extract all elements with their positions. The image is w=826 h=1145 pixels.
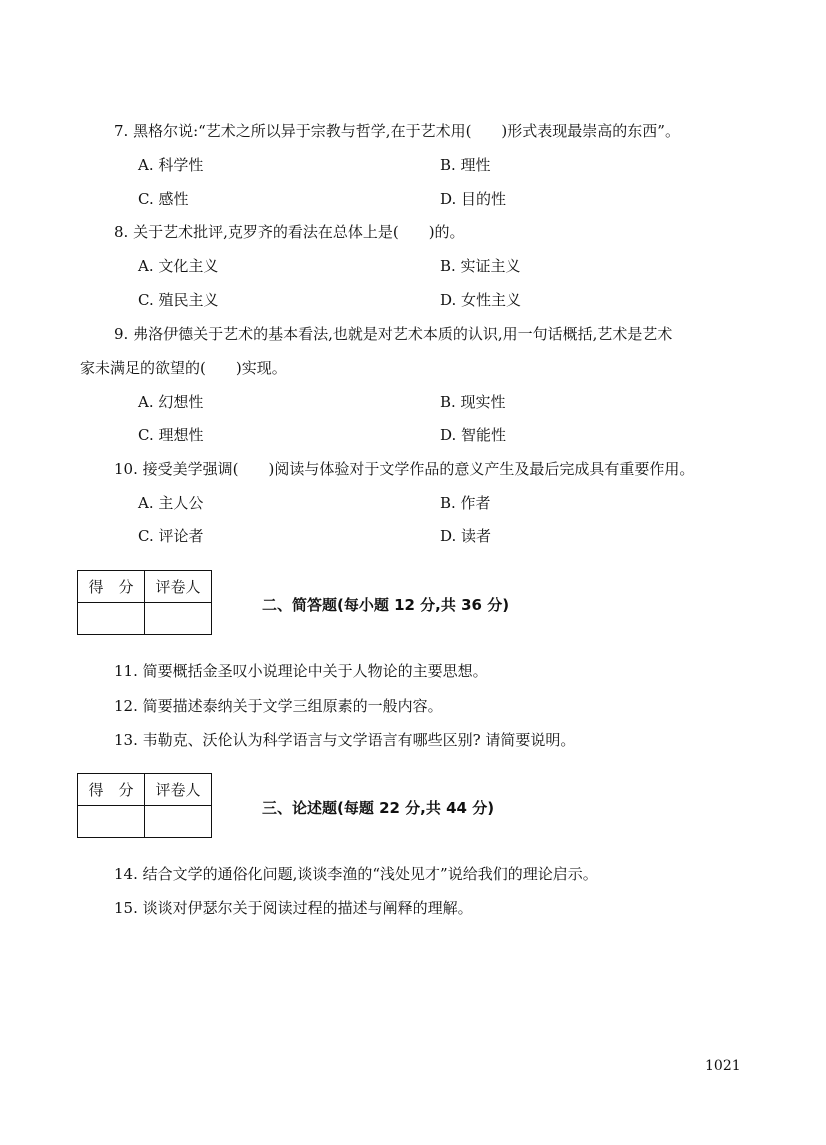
- score-label: 得 分: [78, 571, 145, 603]
- question-9-option-c: C. 理想性: [138, 426, 204, 444]
- question-10-text: 10. 接受美学强调( )阅读与体验对于文学作品的意义产生及最后完成具有重要作用。: [114, 460, 695, 478]
- question-8-option-b: B. 实证主义: [440, 257, 521, 275]
- question-10-option-d: D. 读者: [440, 527, 492, 545]
- question-11-text: 11. 简要概括金圣叹小说理论中关于人物论的主要思想。: [114, 662, 488, 680]
- question-8-option-d: D. 女性主义: [440, 291, 522, 309]
- question-7-text: 7. 黑格尔说:“艺术之所以异于宗教与哲学,在于艺术用( )形式表现最崇高的东西”。: [114, 122, 680, 140]
- question-7-option-a: A. 科学性: [138, 156, 204, 174]
- score-box-section-3: [77, 773, 212, 838]
- question-8-text: 8. 关于艺术批评,克罗齐的看法在总体上是( )的。: [114, 223, 465, 241]
- page-number: 1021: [705, 1058, 741, 1074]
- question-7-option-d: D. 目的性: [440, 190, 507, 208]
- question-8-option-c: C. 殖民主义: [138, 291, 219, 309]
- question-13-text: 13. 韦勒克、沃伦认为科学语言与文学语言有哪些区别? 请简要说明。: [114, 731, 576, 749]
- question-9-option-b: B. 现实性: [440, 393, 506, 411]
- question-10-option-c: C. 评论者: [138, 527, 204, 545]
- question-10-option-b: B. 作者: [440, 494, 491, 512]
- score-label: 得 分: [78, 774, 145, 806]
- score-cell: [78, 603, 145, 635]
- grader-cell: [145, 806, 212, 838]
- question-15-text: 15. 谈谈对伊瑟尔关于阅读过程的描述与阐释的理解。: [114, 899, 473, 917]
- grader-cell: [145, 603, 212, 635]
- question-8-option-a: A. 文化主义: [138, 257, 219, 275]
- question-7-option-c: C. 感性: [138, 190, 189, 208]
- question-10-option-a: A. 主人公: [138, 494, 204, 512]
- question-9-option-d: D. 智能性: [440, 426, 507, 444]
- section-2-title: 二、简答题(每小题 12 分,共 36 分): [262, 596, 510, 614]
- question-9-text-line1: 9. 弗洛伊德关于艺术的基本看法,也就是对艺术本质的认识,用一句话概括,艺术是艺术: [114, 325, 673, 343]
- grader-label: 评卷人: [145, 571, 212, 603]
- question-7-option-b: B. 理性: [440, 156, 491, 174]
- question-9-text-line2: 家未满足的欲望的( )实现。: [80, 359, 287, 377]
- grader-label: 评卷人: [145, 774, 212, 806]
- question-9-option-a: A. 幻想性: [138, 393, 204, 411]
- score-box-section-2: [77, 570, 212, 635]
- score-cell: [78, 806, 145, 838]
- question-14-text: 14. 结合文学的通俗化问题,谈谈李渔的“浅处见才”说给我们的理论启示。: [114, 865, 598, 883]
- question-12-text: 12. 简要描述泰纳关于文学三组原素的一般内容。: [114, 697, 443, 715]
- section-3-title: 三、论述题(每题 22 分,共 44 分): [262, 799, 495, 817]
